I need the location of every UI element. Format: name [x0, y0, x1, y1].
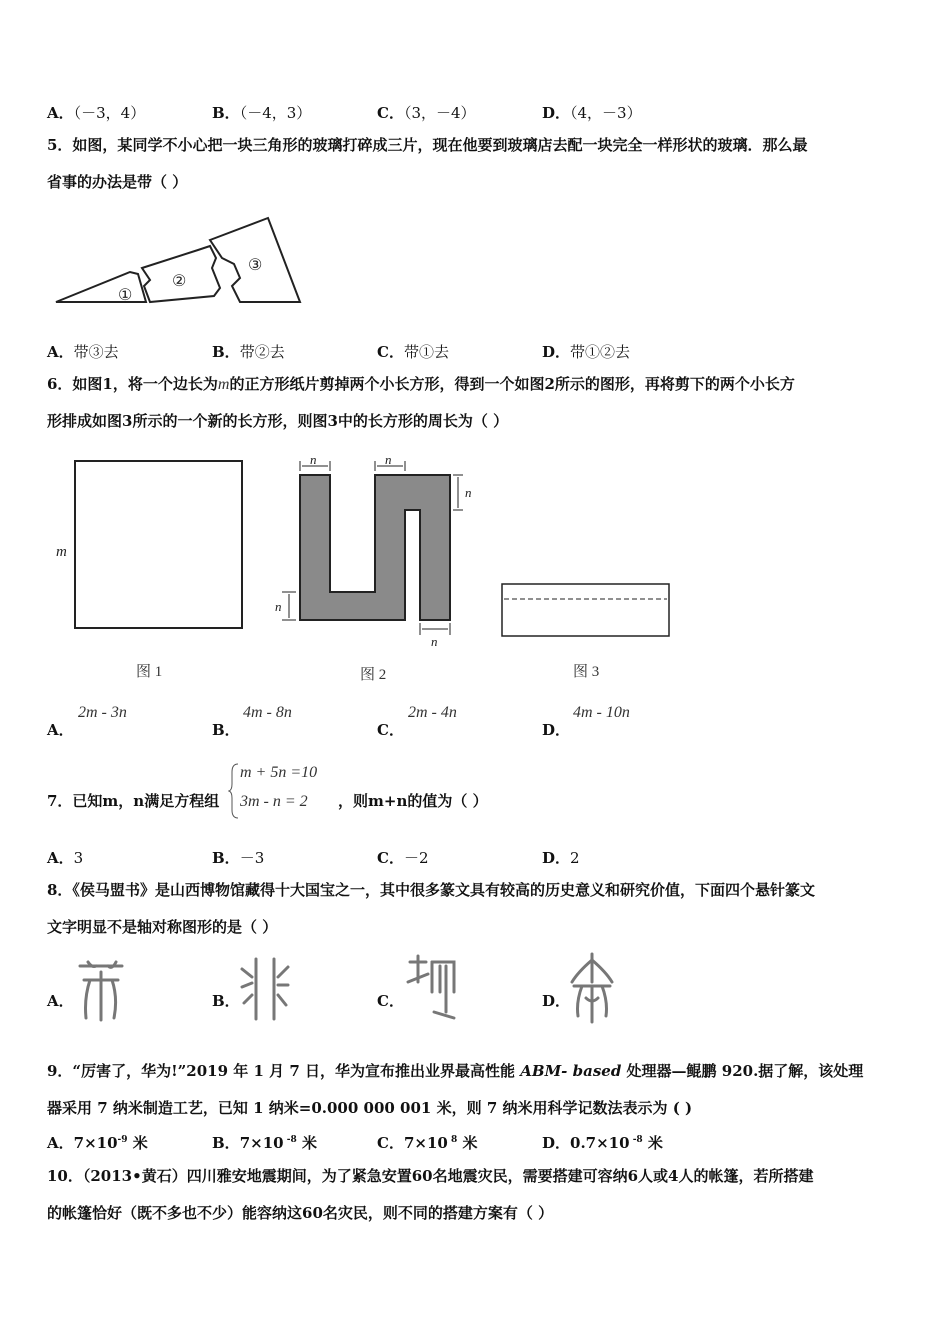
dim-n-right: n [465, 485, 472, 500]
q7-brace-icon [228, 762, 240, 820]
q5-option-a: A．带③去 [47, 343, 119, 361]
square [75, 461, 242, 628]
q5-option-b: B．带②去 [212, 343, 285, 361]
side-label-m: m [56, 544, 67, 560]
q5-broken-glass-figure [50, 210, 310, 310]
q5-option-d: D．带①②去 [542, 343, 631, 361]
q8-option-a: A． [47, 992, 74, 1010]
q4-option-b: B．（－4，3） [212, 104, 312, 122]
q6-figure-1 [50, 455, 250, 695]
caption-figure-3: 图 3 [573, 664, 600, 680]
q7-suffix: ，则m+n的值为（ ） [338, 792, 488, 810]
q6-figure-2 [270, 455, 480, 655]
q8-seal-glyph-c [404, 952, 464, 1022]
new-rectangle [502, 584, 669, 636]
piece-label-3: ③ [248, 255, 263, 274]
q4-option-a: A．（－3，4） [47, 104, 146, 122]
dim-n-left: n [275, 599, 282, 614]
q6-option-d-expr: 4m - 10n [573, 704, 630, 721]
caption-figure-1: 图 1 [136, 664, 163, 680]
q6-figure-3 [495, 575, 680, 645]
q8-seal-glyph-d [568, 952, 618, 1026]
q7-option-d: D．2 [542, 849, 580, 867]
q7-equation-1: m + 5n =10 [240, 764, 318, 781]
q7-option-c: C．－2 [377, 849, 429, 867]
q9-option-d: D．0.7×10 $^{-8}$ 米 [542, 1134, 663, 1152]
q7-option-b: B．－3 [212, 849, 265, 867]
dim-n-top-right: n [385, 455, 392, 467]
piece-label-1: ① [118, 285, 133, 304]
q7-option-a: A．3 [47, 849, 84, 867]
variable-m: m [217, 376, 230, 393]
q4-option-c: C．（3，－4） [377, 104, 476, 122]
q6-option-c: C． [377, 721, 404, 739]
q6-option-b: B． [212, 721, 240, 739]
q9-option-c: C．7×10 $^8$ 米 [377, 1134, 478, 1152]
q8-stem: 8．《侯马盟书》是山西博物馆藏得十大国宝之一，其中很多篆文具有较高的历史意义和研究价值，下面四个悬针篆文 文字明显不是轴对称图形的是（ ） [47, 881, 815, 936]
dim-n-bottom: n [431, 634, 438, 649]
q5-stem: 5．如图，某同学不小心把一块三角形的玻璃打碎成三片，现在他要到玻璃店去配一块完全一样形状的玻璃．那么最 省事的办法是带（ ） [47, 136, 808, 191]
q6-option-a: A． [47, 721, 74, 739]
q9-stem: 9．“厉害了，华为!”2019 年 1 月 7 日，华为宣布推出业界最高性能 ABM- based 处理器—鲲鹏 920.据了解，该处理 器采用 7 纳米制造工艺，已知 1 纳米=0.000 000 001 米，则 7 纳米用科学记数法表示为 ( ) [47, 1062, 864, 1117]
piece-label-2: ② [172, 271, 187, 290]
q7-equation-2: 3m - n = 2 [240, 793, 308, 810]
q8-seal-glyph-b [238, 955, 292, 1023]
q8-option-c: C． [377, 992, 404, 1010]
q4-option-d: D．（4，－3） [542, 104, 642, 122]
q10-stem: 10．（2013•黄石）四川雅安地震期间，为了紧急安置60名地震灾民，需要搭建可容纳6人或4人的帐篷，若所搭建 的帐篷恰好（既不多也不少）能容纳这60名灾民，则不同的搭建方案有（ ） [47, 1167, 814, 1222]
q6-option-b-expr: 4m - 8n [243, 704, 292, 721]
cut-shape [300, 475, 450, 620]
q6-option-c-expr: 2m - 4n [408, 704, 457, 721]
q9-option-a: A．$7\times 10^{-9}$ 米 [47, 1134, 148, 1152]
q6-option-a-expr: 2m - 3n [78, 704, 127, 721]
q6-option-d: D． [542, 721, 571, 739]
glass-piece-1 [56, 272, 146, 302]
dim-n-top-left: n [310, 455, 317, 467]
caption-figure-2: 图 2 [360, 667, 387, 683]
q7-prefix: 7．已知m，n满足方程组 [47, 792, 220, 810]
q8-option-b: B． [212, 992, 240, 1010]
q6-stem: 6．如图1，将一个边长为m的正方形纸片剪掉两个小长方形，得到一个如图2所示的图形，再将剪下的两个小长方 形排成如图3所示的一个新的长方形，则图3中的长方形的周长为（ ） [47, 375, 795, 430]
q5-option-c: C．带①去 [377, 343, 449, 361]
q8-seal-glyph-a [74, 958, 128, 1024]
q8-option-d: D． [542, 992, 571, 1010]
q9-option-b: B．7×10 $^{-8}$ 米 [212, 1134, 317, 1152]
